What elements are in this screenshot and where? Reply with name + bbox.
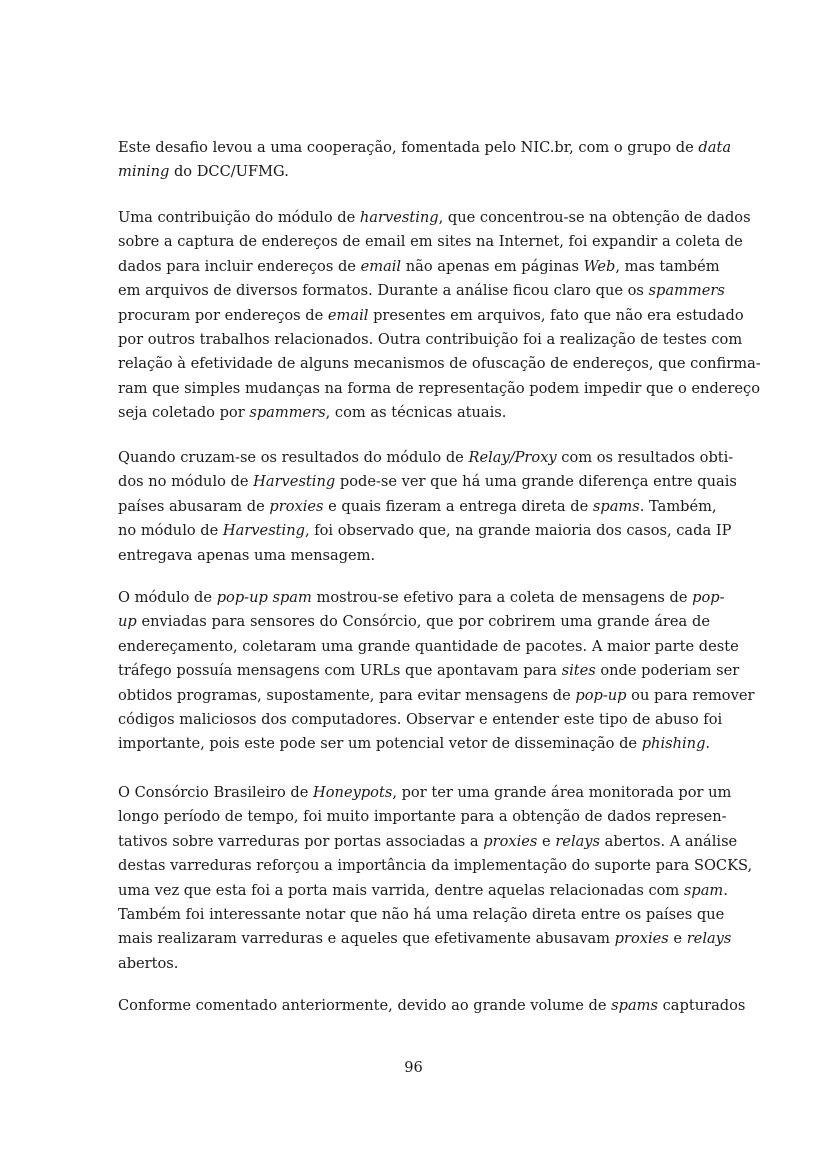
italic-term: pop- xyxy=(692,589,725,606)
text-run: ou para remover xyxy=(626,686,755,704)
text-line xyxy=(118,206,751,230)
text-run: . Também, xyxy=(639,497,717,515)
italic-term: relays xyxy=(686,930,732,948)
text-run: mais realizaram varreduras e aqueles que efetivamente abusavam xyxy=(118,930,615,948)
text-run: códigos maliciosos dos computadores. Observar e entender este tipo de abuso foi xyxy=(118,711,723,728)
text-run: procuram por endereços de xyxy=(118,306,328,324)
text-run: destas varreduras reforçou a importância da implementação do suporte para SOCKS, xyxy=(118,857,753,875)
italic-term: pop-up spam xyxy=(216,589,312,606)
text-run: Uma contribuição do módulo de xyxy=(118,209,360,226)
italic-term: spam xyxy=(683,881,724,899)
text-line xyxy=(118,136,732,160)
text-run: uma vez que esta foi a porta mais varrida, dentre aquelas relacionadas com xyxy=(118,881,684,899)
text-run: capturados xyxy=(657,997,746,1014)
text-run: . xyxy=(723,881,728,899)
italic-term: Honeypots xyxy=(313,784,393,801)
text-line xyxy=(118,879,728,903)
italic-term: spams xyxy=(592,497,640,515)
text-run: presentes em arquivos, fato que não era estudado xyxy=(368,306,744,324)
italic-term: harvesting xyxy=(359,209,439,226)
italic-term: Harvesting xyxy=(222,522,305,540)
italic-term: sites xyxy=(561,662,596,680)
text-run: países abusaram de xyxy=(118,497,270,515)
text-line xyxy=(118,544,710,568)
text-line xyxy=(118,781,732,805)
text-run: relação à efetividade de alguns mecanismos de ofuscação de endereços, que confirma- xyxy=(118,355,761,373)
text-run: sobre a captura de endereços de email em sites na Internet, foi expandir a coleta de xyxy=(118,233,743,251)
text-run: Conforme comentado anteriormente, devido ao grande volume de xyxy=(118,997,612,1014)
text-run: dados para incluir endereços de xyxy=(118,257,361,275)
text-run: , foi observado que, na grande maioria dos casos, cada IP xyxy=(304,522,732,540)
text-line xyxy=(118,495,717,519)
text-line xyxy=(118,659,740,683)
text-run: Quando cruzam-se os resultados do módulo de xyxy=(118,449,469,466)
italic-term: email xyxy=(327,306,369,324)
text-run: endereçamento, coletaram uma grande quantidade de pacotes. A maior parte deste xyxy=(118,637,739,655)
text-line xyxy=(118,830,738,854)
text-line xyxy=(118,160,710,184)
text-line xyxy=(118,635,739,659)
text-line xyxy=(118,610,710,634)
italic-term: Relay/Proxy xyxy=(468,449,557,466)
text-line xyxy=(118,994,746,1018)
italic-term: proxies xyxy=(269,497,324,515)
text-line xyxy=(118,732,710,756)
text-run: tráfego possuía mensagens com URLs que apontavam para xyxy=(118,662,562,680)
italic-term: mining xyxy=(118,163,170,181)
text-line xyxy=(118,401,710,425)
italic-term: up xyxy=(118,613,137,631)
text-line xyxy=(118,854,753,878)
text-line xyxy=(118,446,734,470)
italic-term: Web xyxy=(583,257,616,275)
text-run: onde poderiam ser xyxy=(595,662,740,680)
italic-term: Harvesting xyxy=(253,473,336,491)
text-run: abertos. A análise xyxy=(600,832,738,850)
italic-term: relays xyxy=(555,832,601,850)
italic-term: email xyxy=(360,257,402,275)
text-line xyxy=(118,255,720,279)
italic-term: spammers xyxy=(648,282,725,300)
text-line xyxy=(118,805,727,829)
italic-term: pop-up xyxy=(575,686,627,704)
text-run: dos no módulo de xyxy=(118,473,254,491)
page-number: 96 xyxy=(404,1059,423,1076)
text-run: mostrou-se efetivo para a coleta de mensagens de xyxy=(311,589,693,606)
text-run: . xyxy=(705,735,711,753)
text-line xyxy=(118,519,732,543)
text-line xyxy=(118,352,761,376)
text-line xyxy=(118,927,732,951)
text-run: e xyxy=(537,832,556,850)
text-line xyxy=(118,903,725,927)
text-run: , com as técnicas atuais. xyxy=(325,404,507,422)
text-run: com os resultados obti- xyxy=(556,449,734,466)
text-line xyxy=(118,586,725,610)
text-line xyxy=(118,279,725,303)
text-line xyxy=(118,377,760,401)
text-line xyxy=(118,328,743,352)
italic-term: proxies xyxy=(483,832,538,850)
italic-term: spammers xyxy=(249,404,326,422)
text-run: obtidos programas, supostamente, para evitar mensagens de xyxy=(118,686,576,704)
text-run: Este desafio levou a uma cooperação, fomentada pelo NIC.br, com o grupo de xyxy=(118,139,699,156)
text-run: não apenas em páginas xyxy=(401,257,584,275)
text-run: pode-se ver que há uma grande diferença entre quais xyxy=(335,473,737,491)
text-line xyxy=(118,470,737,494)
text-run: O módulo de xyxy=(118,589,217,606)
italic-term: data xyxy=(698,139,732,156)
text-run: Também foi interessante notar que não há uma relação direta entre os países que xyxy=(118,906,725,923)
text-run: no módulo de xyxy=(118,522,223,540)
text-run: entregava apenas uma mensagem. xyxy=(118,546,376,564)
text-run: em arquivos de diversos formatos. Durante a análise ficou claro que os xyxy=(118,282,649,300)
text-line xyxy=(118,952,710,976)
italic-term: spams xyxy=(611,997,658,1014)
text-line xyxy=(118,230,743,254)
text-run: , por ter uma grande área monitorada por um xyxy=(392,784,732,801)
text-run: enviadas para sensores do Consórcio, que por cobrirem uma grande área de xyxy=(136,613,710,631)
text-run: e quais fizeram a entrega direta de xyxy=(323,497,593,515)
text-run: O Consórcio Brasileiro de xyxy=(118,784,314,801)
text-run: e xyxy=(668,930,687,948)
text-run: , mas também xyxy=(615,257,720,275)
text-line xyxy=(118,684,755,708)
text-run: , que concentrou-se na obtenção de dados xyxy=(438,209,751,226)
text-run: abertos. xyxy=(118,954,179,972)
text-line xyxy=(118,304,744,328)
italic-term: proxies xyxy=(614,930,669,948)
text-run: ram que simples mudanças na forma de representação podem impedir que o endereço xyxy=(118,379,760,397)
text-line xyxy=(118,708,723,732)
text-run: seja coletado por xyxy=(118,404,250,422)
italic-term: phishing xyxy=(641,735,706,753)
text-run: importante, pois este pode ser um potencial vetor de disseminação de xyxy=(118,735,642,753)
text-run: tativos sobre varreduras por portas associadas a xyxy=(118,832,484,850)
text-run: por outros trabalhos relacionados. Outra contribuição foi a realização de testes com xyxy=(118,331,743,348)
text-run: do DCC/UFMG. xyxy=(169,163,289,181)
text-run: longo período de tempo, foi muito importante para a obtenção de dados represen- xyxy=(118,808,727,826)
